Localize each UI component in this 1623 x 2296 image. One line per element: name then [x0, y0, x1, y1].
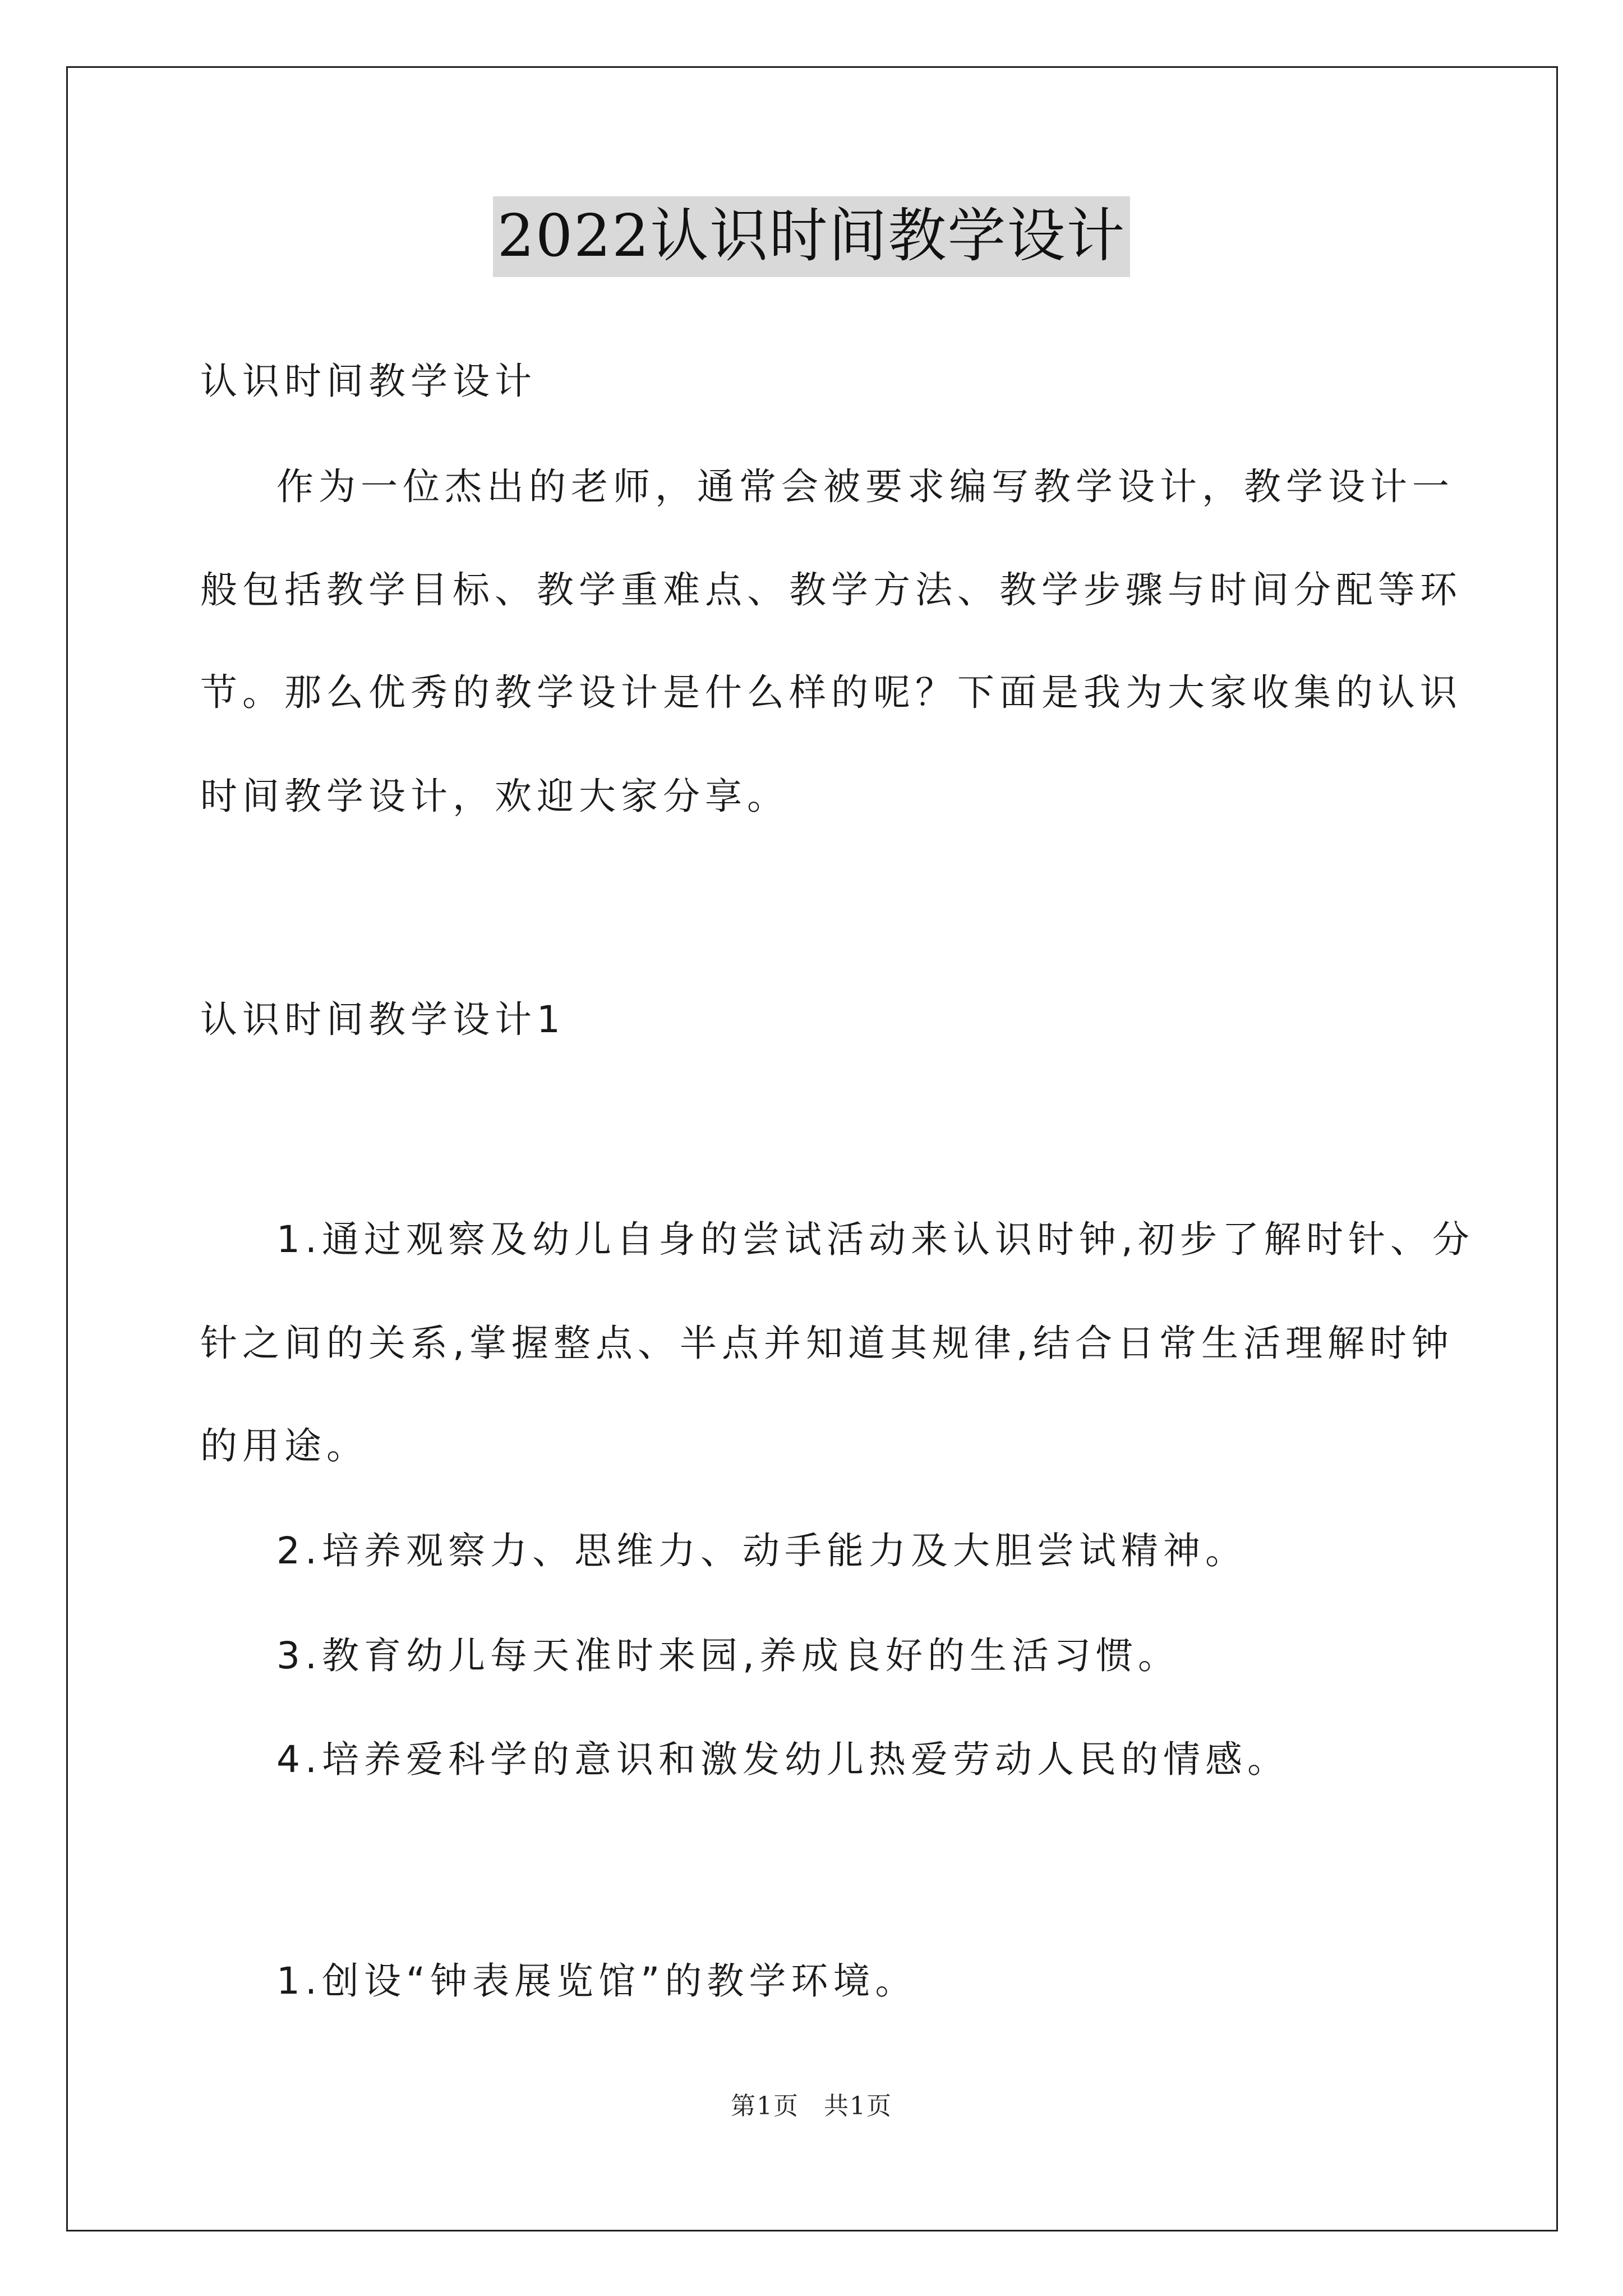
goal-1-line-3: 的用途。 [200, 1424, 368, 1467]
page-number-total: 共1页 [824, 2092, 892, 2120]
goal-3: 3.教育幼儿每天准时来园,养成良好的生活习惯。 [276, 1634, 1180, 1677]
intro-paragraph-line-3: 节。那么优秀的教学设计是什么样的呢？下面是我为大家收集的认识 [200, 671, 1462, 714]
title-container [0, 196, 1623, 277]
section-heading: 认识时间教学设计1 [200, 998, 565, 1041]
intro-paragraph-line-4: 时间教学设计，欢迎大家分享。 [200, 775, 789, 818]
document-title: 2022认识时间教学设计 [493, 196, 1131, 277]
goal-4: 4.培养爱科学的意识和激发幼儿热爱劳动人民的情感。 [276, 1738, 1289, 1781]
goal-2: 2.培养观察力、思维力、动手能力及大胆尝试精神。 [276, 1529, 1247, 1572]
page-number-current: 第1页 [731, 2092, 799, 2120]
intro-paragraph-line-1: 作为一位杰出的老师，通常会被要求编写教学设计，教学设计一 [276, 465, 1454, 508]
intro-paragraph-line-2: 般包括教学目标、教学重难点、教学方法、教学步骤与时间分配等环 [200, 568, 1462, 611]
page-footer [0, 2091, 1623, 2122]
goal-1-line-2: 针之间的关系,掌握整点、半点并知道其规律,结合日常生活理解时钟 [200, 1322, 1454, 1365]
goal-1-line-1: 1.通过观察及幼儿自身的尝试活动来认识时钟,初步了解时针、分 [276, 1218, 1474, 1261]
subtitle-line: 认识时间教学设计 [200, 360, 537, 403]
preparation-1: 1.创设“钟表展览馆”的教学环境。 [276, 1959, 917, 2003]
